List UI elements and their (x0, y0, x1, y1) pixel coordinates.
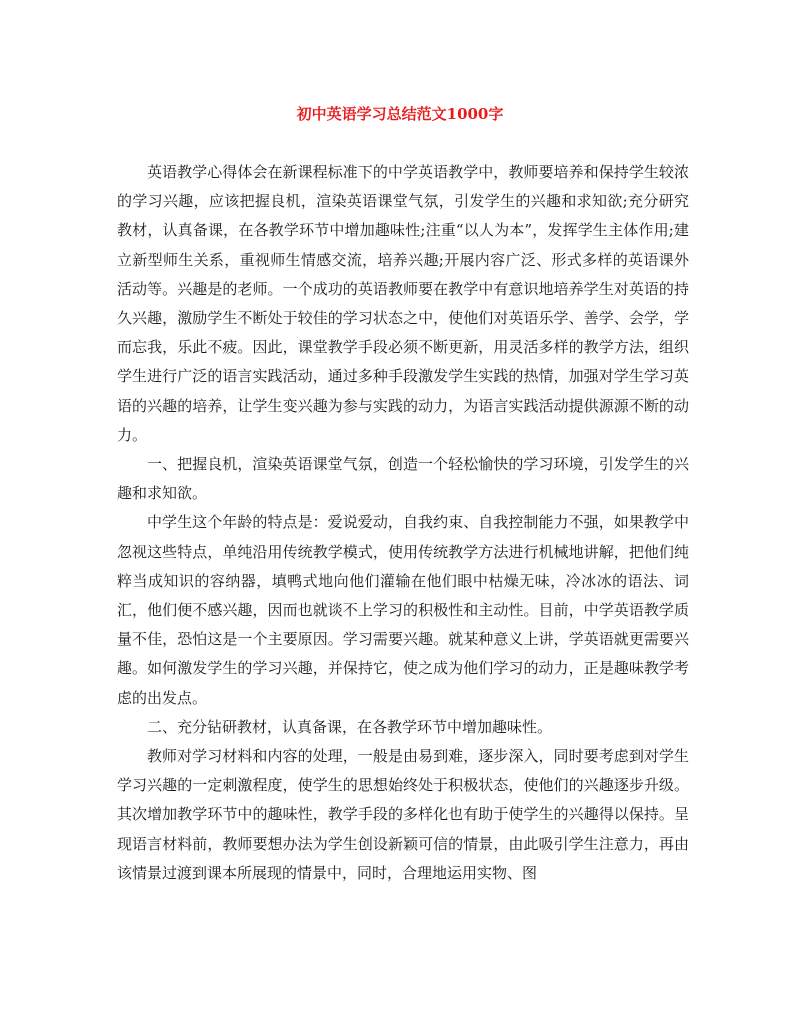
paragraph-material-handling: 教师对学习材料和内容的处理，一般是由易到难，逐步深入，同时要考虑到对学生学习兴趣的一定刺激程度，使学生的思想始终处于积极状态，使他们的兴趣逐步升级。其次增加教学环节中的趣味性，教学手段的多样化也有助于使学生的兴趣得以保持。呈现语言材料前，教师要想办法为学生创设新颖可信的情景，由此吸引学生注意力，再由该情景过渡到课本所展现的情景中，同时，合理地运用实物、图 (117, 747, 689, 882)
document-title: 初中英语学习总结范文1000字 (296, 105, 504, 123)
paragraph-heading-1: 一、把握良机，渲染英语课堂气氛，创造一个轻松愉快的学习环境，引发学生的兴趣和求知欲。 (117, 455, 689, 503)
paragraph-student-traits: 中学生这个年龄的特点是：爱说爱动，自我约束、自我控制能力不强，如果教学中忽视这些特点，单纯沿用传统教学模式，使用传统教学方法进行机械地讲解，把他们纯粹当成知识的容纳器，填鸭式地向他们灌输在他们眼中枯燥无味，冷冰冰的语法、词汇，他们便不感兴趣，因而也就谈不上学习的积极性和主动性。目前，中学英语教学质量不佳，恐怕这是一个主要原因。学习需要兴趣。就某种意义上讲，学英语就更需要兴趣。如何激发学生的学习兴趣，并保持它，使之成为他们学习的动力，正是趣味教学考虑的出发点。 (117, 513, 689, 707)
paragraph-intro: 英语教学心得体会在新课程标准下的中学英语教学中，教师要培养和保持学生较浓的学习兴趣，应该把握良机，渲染英语课堂气氛，引发学生的兴趣和求知欲;充分研究教材，认真备课，在各教学环节中增加趣味性;注重“以人为本”，发挥学生主体作用;建立新型师生关系，重视师生情感交流，培养兴趣;开展内容广泛、形式多样的英语课外活动等。兴趣是的老师。一个成功的英语教师要在教学中有意识地培养学生对英语的持久兴趣，激励学生不断处于较佳的学习状态之中，使他们对英语乐学、善学、会学，学而忘我，乐此不疲。因此，课堂教学手段必须不断更新，用灵活多样的教学方法，组织学生进行广泛的语言实践活动，通过多种手段激发学生实践的热情，加强对学生学习英语的兴趣的培养，让学生变兴趣为参与实践的动力，为语言实践活动提供源源不断的动力。 (117, 163, 689, 444)
document-body (117, 158, 689, 888)
paragraph-heading-2: 二、充分钻研教材，认真备课，在各教学环节中增加趣味性。 (147, 717, 553, 736)
